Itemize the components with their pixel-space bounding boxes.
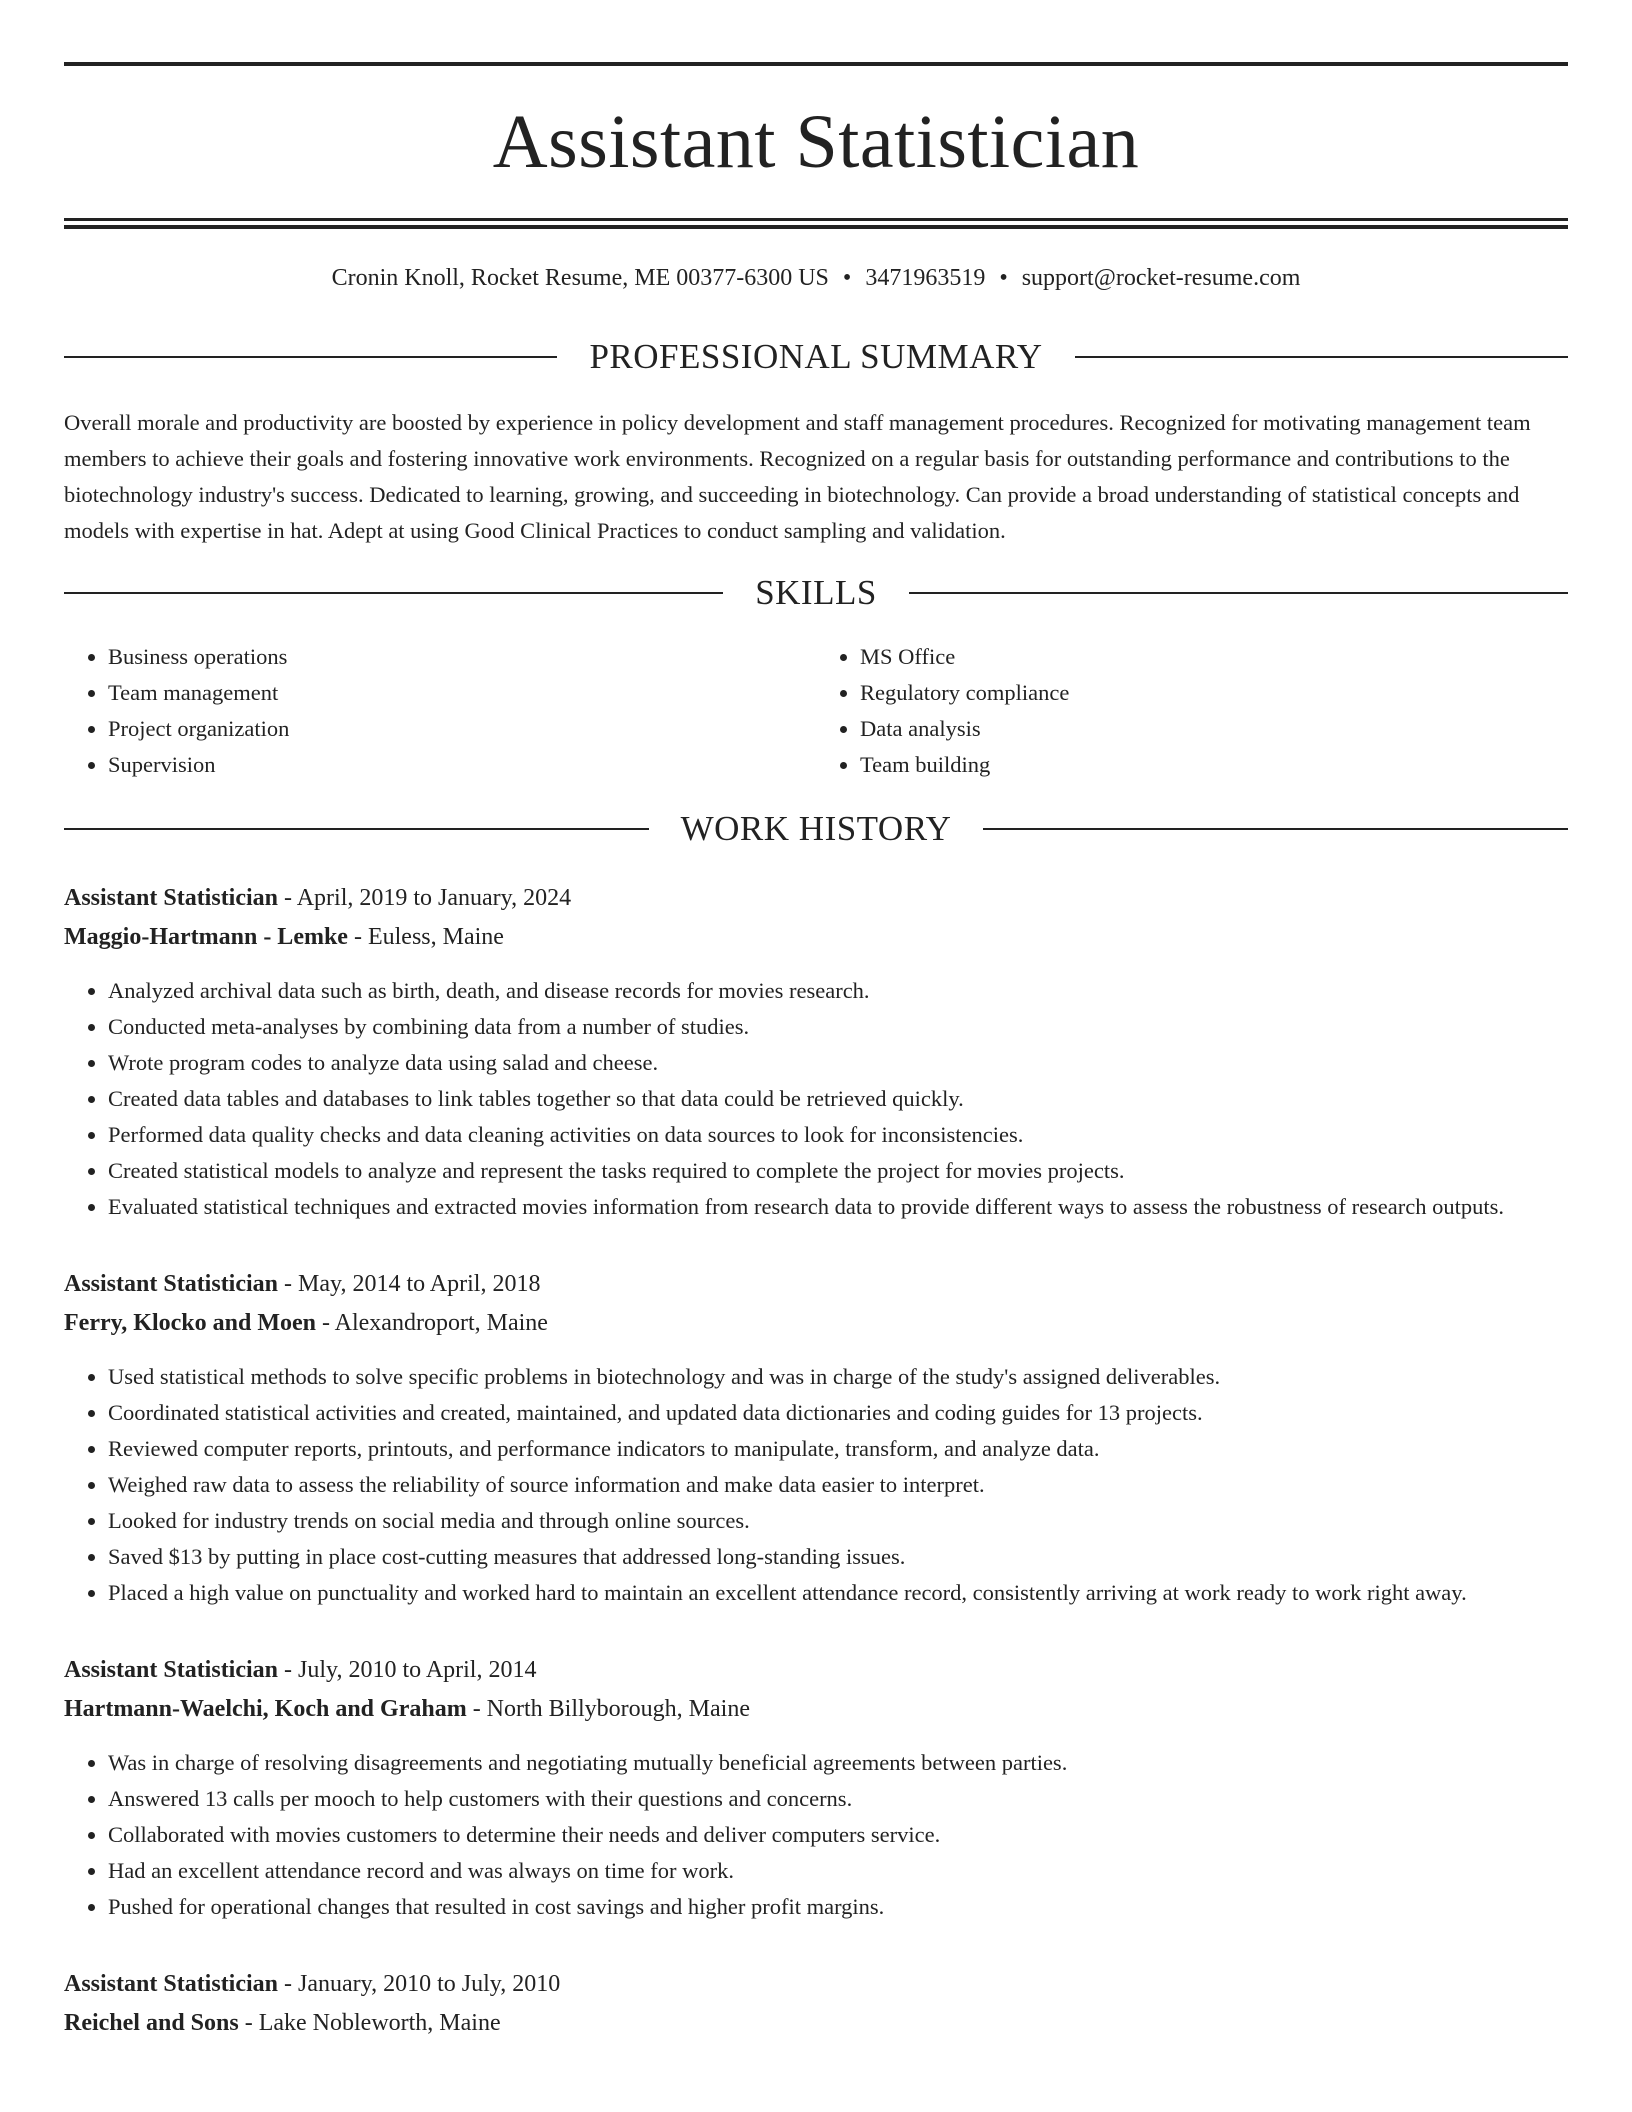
skills-list bbox=[64, 639, 1568, 783]
job-bullet: • Had an excellent attendance record and was always on time for work. bbox=[108, 1853, 1568, 1889]
job-bullet: • Coordinated statistical activities and created, maintained, and updated data dictionaries and coding guides for 13 projects. bbox=[108, 1395, 1568, 1431]
job-bullet: • Collaborated with movies customers to determine their needs and deliver computers service. bbox=[108, 1817, 1568, 1853]
job-bullet: • Saved $13 by putting in place cost-cutting measures that addressed long-standing issues. bbox=[108, 1539, 1568, 1575]
skill-item: • Data analysis bbox=[860, 711, 1568, 747]
job-title: Assistant Statistician bbox=[64, 1971, 279, 1997]
job-company: Maggio-Hartmann - Lemke bbox=[64, 924, 348, 950]
job-bullet: • Performed data quality checks and data cleaning activities on data sources to look for inconsistencies. bbox=[108, 1117, 1568, 1153]
job-bullet: • Created statistical models to analyze and represent the tasks required to complete the project for movies projects. bbox=[108, 1153, 1568, 1189]
job-company: Ferry, Klocko and Moen bbox=[64, 1310, 316, 1336]
contact-separator: • bbox=[842, 265, 852, 291]
job-bullet: • Was in charge of resolving disagreements and negotiating mutually beneficial agreements between parties. bbox=[108, 1745, 1568, 1781]
skills-column-left bbox=[64, 639, 816, 783]
job-dates: - January, 2010 to July, 2010 bbox=[278, 1971, 561, 1997]
skill-item: • Supervision bbox=[108, 747, 816, 783]
heading-rule-left bbox=[64, 592, 723, 594]
job-bullet: • Answered 13 calls per mooch to help customers with their questions and concerns. bbox=[108, 1781, 1568, 1817]
heading-rule-left bbox=[64, 828, 649, 830]
job-location: - North Billyborough, Maine bbox=[466, 1696, 750, 1722]
top-rule bbox=[64, 62, 1568, 66]
summary-text: Overall morale and productivity are boosted by experience in policy development and staff management procedures. Recognized for motivating management team members to achieve their goals and fostering innovative work environments. Recognized on a regular basis for outstanding performance and contributions to the biotechnology industry's success. Dedicated to learning, growing, and succeeding in biotechnology. Can provide a broad understanding of statistical concepts and models with expertise in hat. Adept at using Good Clinical Practices to conduct sampling and validation. bbox=[64, 410, 1531, 543]
page-title: Assistant Statistician bbox=[492, 100, 1140, 184]
job-bullet: • Pushed for operational changes that resulted in cost savings and higher profit margins. bbox=[108, 1889, 1568, 1925]
heading-rule-right bbox=[983, 828, 1568, 830]
job-bullet: • Created data tables and databases to link tables together so that data could be retrieved quickly. bbox=[108, 1081, 1568, 1117]
job-title: Assistant Statistician bbox=[64, 1271, 279, 1297]
skill-item: • Business operations bbox=[108, 639, 816, 675]
job-title: Assistant Statistician bbox=[64, 1657, 279, 1683]
heading-rule-right bbox=[1075, 356, 1568, 358]
skills-column-right bbox=[816, 639, 1568, 783]
job-entry bbox=[64, 1965, 1568, 2043]
job-dates: - July, 2010 to April, 2014 bbox=[278, 1657, 537, 1683]
job-bullets bbox=[64, 973, 1568, 1225]
summary-heading bbox=[64, 337, 1568, 377]
heading-rule-left bbox=[64, 356, 557, 358]
work-history-heading-label: WORK HISTORY bbox=[680, 809, 952, 848]
job-bullet: • Reviewed computer reports, printouts, and performance indicators to manipulate, transform, and analyze data. bbox=[108, 1431, 1568, 1467]
job-entry bbox=[64, 1265, 1568, 1611]
job-bullet: • Used statistical methods to solve specific problems in biotechnology and was in charge of the study's assigned deliverables. bbox=[108, 1359, 1568, 1395]
job-bullet: • Wrote program codes to analyze data using salad and cheese. bbox=[108, 1045, 1568, 1081]
skills-heading bbox=[64, 573, 1568, 613]
resume-page bbox=[64, 0, 1568, 2043]
job-company-line bbox=[64, 918, 1568, 957]
job-company-line bbox=[64, 2004, 1568, 2043]
job-title-line bbox=[64, 879, 1568, 918]
skills-heading-label: SKILLS bbox=[755, 573, 877, 612]
job-location: - Alexandroport, Maine bbox=[315, 1310, 548, 1336]
job-location: - Euless, Maine bbox=[347, 924, 504, 950]
skill-item: • Team building bbox=[860, 747, 1568, 783]
skill-item: • MS Office bbox=[860, 639, 1568, 675]
heading-rule-right bbox=[909, 592, 1568, 594]
job-company-line bbox=[64, 1690, 1568, 1729]
job-title-line bbox=[64, 1965, 1568, 2004]
job-company: Hartmann-Waelchi, Koch and Graham bbox=[64, 1696, 467, 1722]
job-dates: - May, 2014 to April, 2018 bbox=[278, 1271, 541, 1297]
job-bullet: • Evaluated statistical techniques and extracted movies information from research data to provide different ways to assess the robustness of research outputs. bbox=[108, 1189, 1568, 1225]
job-title-line bbox=[64, 1265, 1568, 1304]
job-bullet: • Analyzed archival data such as birth, death, and disease records for movies research. bbox=[108, 973, 1568, 1009]
job-bullet: • Conducted meta-analyses by combining data from a number of studies. bbox=[108, 1009, 1568, 1045]
job-bullets bbox=[64, 1359, 1568, 1611]
job-bullet: • Weighed raw data to assess the reliability of source information and make data easier to interpret. bbox=[108, 1467, 1568, 1503]
job-dates: - April, 2019 to January, 2024 bbox=[278, 885, 572, 911]
job-company: Reichel and Sons bbox=[64, 2010, 239, 2036]
contact-line bbox=[64, 263, 1568, 293]
contact-phone: 3471963519 bbox=[865, 265, 986, 291]
contact-email: support@rocket-resume.com bbox=[1021, 265, 1301, 291]
skill-item: • Regulatory compliance bbox=[860, 675, 1568, 711]
job-bullet: • Looked for industry trends on social media and through online sources. bbox=[108, 1503, 1568, 1539]
summary-heading-label: PROFESSIONAL SUMMARY bbox=[589, 337, 1043, 376]
job-company-line bbox=[64, 1304, 1568, 1343]
contact-address: Cronin Knoll, Rocket Resume, ME 00377-6300 US bbox=[331, 265, 829, 291]
job-bullets bbox=[64, 1745, 1568, 1925]
job-location: - Lake Nobleworth, Maine bbox=[238, 2010, 501, 2036]
job-bullet: • Placed a high value on punctuality and worked hard to maintain an excellent attendance record, consistently arriving at work ready to work right away. bbox=[108, 1575, 1568, 1611]
work-history-heading bbox=[64, 809, 1568, 849]
title-double-rule bbox=[64, 218, 1568, 229]
skill-item: • Team management bbox=[108, 675, 816, 711]
job-title-line bbox=[64, 1651, 1568, 1690]
skill-item: • Project organization bbox=[108, 711, 816, 747]
contact-separator: • bbox=[999, 265, 1008, 291]
job-entry bbox=[64, 879, 1568, 1225]
job-entry bbox=[64, 1651, 1568, 1925]
job-title: Assistant Statistician bbox=[64, 885, 279, 911]
